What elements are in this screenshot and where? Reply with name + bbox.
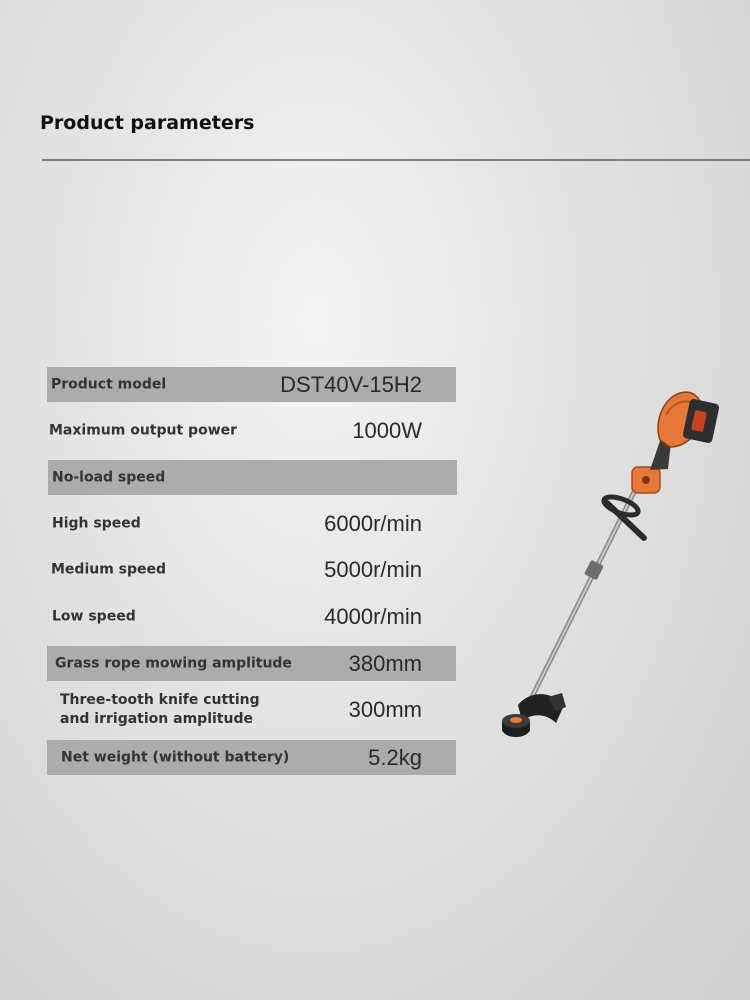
- param-row-three-tooth-knife: [47, 684, 456, 736]
- param-row-product-model: [47, 367, 456, 402]
- param-label: Medium speed: [51, 561, 167, 577]
- param-label: Grass rope mowing amplitude: [55, 655, 292, 671]
- param-value: DST40V-15H2: [280, 371, 422, 397]
- param-label: Three-tooth knife cutting and irrigation amplitude: [60, 692, 260, 727]
- param-value: 6000r/min: [324, 510, 422, 536]
- param-row-medium-speed: [47, 552, 456, 587]
- param-value: 4000r/min: [324, 603, 422, 629]
- param-value: 300mm: [348, 697, 422, 722]
- title-divider: [42, 159, 750, 161]
- param-label: No-load speed: [52, 469, 166, 485]
- param-label: Low speed: [52, 608, 136, 624]
- param-label: Maximum output power: [49, 422, 238, 438]
- string-trimmer-icon: [490, 385, 730, 765]
- param-value: 5000r/min: [324, 556, 422, 582]
- param-row-low-speed: [47, 599, 456, 634]
- param-value: 380mm: [348, 650, 422, 676]
- param-row-net-weight: [47, 740, 456, 775]
- param-value: 1000W: [352, 417, 422, 443]
- param-row-max-output-power: [47, 413, 456, 448]
- param-row-high-speed: [47, 506, 456, 541]
- param-label: Net weight (without battery): [61, 749, 290, 765]
- param-label: Product model: [51, 376, 167, 392]
- param-value: 5.2kg: [368, 744, 422, 770]
- param-row-no-load-speed: [48, 460, 457, 495]
- param-label: High speed: [52, 515, 141, 531]
- page-title: Product parameters: [40, 112, 255, 134]
- param-row-grass-rope-amplitude: [47, 646, 456, 681]
